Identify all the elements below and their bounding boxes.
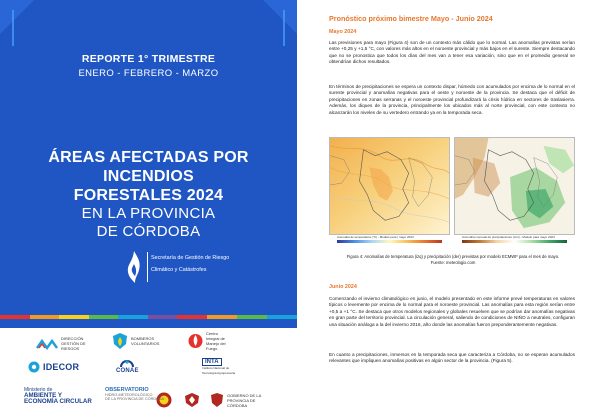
may-paragraph-2: En términos de precipitaciones se espera un contexto dispar, húmedo con acumulados por encima de lo normal en el sureste provincial y anomalías negativas para el oeste y noroeste de la provincia. Se destaca que el déficit de precipitaciones en zonas serranas y el noroeste provincial profundizará la crisis hídrica en sectores de traslasierra. Además, los diques de la provincia, principalmente los ubicados más al norte provincial, con este contexto no alcanzarán los niveles de su vertedero entrando ya en la temporada seca. — [329, 84, 575, 115]
title-line: FORESTALES 2024 — [73, 187, 224, 204]
logo-inta — [202, 358, 242, 376]
secretaria-name: Secretaría de Gestión de Riesgo — [151, 255, 230, 261]
stripe-segment — [177, 315, 207, 319]
may-title: Mayo 2024 — [329, 29, 357, 35]
precipitation-anomaly-map — [454, 137, 575, 235]
title-line: EN LA PROVINCIA — [81, 205, 216, 222]
bomberos-shield-icon — [112, 332, 128, 350]
conae-icon — [119, 358, 135, 368]
may-paragraph-1: Las previsiones para mayo (Figura 4) son de un contexto más cálido que lo normal. Las anomalías previstas serían entre +0,25 y +1,5 °C, con valores más altos en el noroeste provincial y más bajos en el sureste. Siempre destacando que no se pronostica que todos los días del mes van a tener esa variación, sino que en el promedio general se obtendrían dichos resultados. — [329, 40, 575, 65]
temperature-color-scale — [337, 240, 442, 243]
wave-icon — [36, 338, 58, 350]
logo-label: GOBIERNO DE LA PROVINCIA DE CÓRDOBA — [227, 392, 262, 408]
logo-label: CONAE — [116, 368, 139, 374]
title-line: ÁREAS AFECTADAS POR — [48, 149, 249, 166]
logo-bomberos — [112, 332, 160, 350]
gobierno-shield-icon — [210, 392, 224, 408]
cover-title — [0, 148, 297, 241]
logo-conae — [116, 358, 139, 374]
report-cover — [0, 0, 297, 420]
stripe-segment — [118, 315, 148, 319]
inta-badge: INTA — [202, 358, 222, 366]
report-months: ENERO - FEBRERO - MARZO — [78, 68, 219, 79]
logo-observatorio — [105, 387, 164, 401]
logo-gobierno — [210, 392, 271, 408]
june-title: Junio 2024 — [329, 284, 357, 290]
logo-label: DIRECCIÓN GESTIÓN DE RIESGOS — [61, 336, 86, 351]
stripe-segment — [267, 315, 297, 319]
fire-drop-icon — [188, 332, 203, 350]
title-line: DE CÓRDOBA — [96, 223, 201, 240]
stripe-segment — [148, 315, 177, 319]
report-label: REPORTE 1° TRIMESTRE — [81, 53, 216, 65]
forecast-maps — [329, 137, 575, 241]
corner-line — [283, 10, 285, 46]
observatorio-name: OBSERVATORIO — [105, 387, 149, 393]
stripe-segment — [0, 315, 30, 319]
logo-label: Instituto Nacional de Tecnología Agropecuaria — [202, 366, 236, 375]
june-paragraph-2: En cuanto a precipitaciones, inmersos en la temporada seca que caracteriza a Córdoba, no se esperan acumulados relevantes que impliquen anomalías positivas en algún sector de la provincia. (Figura 5). — [329, 352, 575, 364]
ministerio-prefix: Ministerio de — [24, 387, 53, 393]
stripe-segment — [30, 315, 59, 319]
temperature-anomaly-map — [329, 137, 450, 235]
precipitation-map-caption: Anomalía mensual de precipitaciones (mm) - Modelo para mayo 2024 — [462, 235, 555, 239]
logo-label: IDECOR — [43, 362, 80, 372]
escudo-icon — [184, 392, 200, 408]
logo-ministerio — [24, 387, 92, 406]
figure-caption: Figura 4: Anomalías de temperatura (izq) y precipitación (der) previstas por modelo ECMWF para el mes de mayo. Fuente: meteologix.com — [346, 254, 560, 265]
ministerio-name: ECONOMÍA CIRCULAR — [24, 398, 92, 406]
idecor-icon — [28, 361, 40, 373]
secretaria-logo — [125, 250, 275, 288]
section-title: Pronóstico próximo bimestre Mayo - Junio 2024 — [329, 14, 493, 23]
flame-icon — [125, 250, 143, 284]
logo-label: Centro Integral de Manejo del Fuego — [206, 331, 226, 351]
observatorio-sub: HIDRO-METEOROLÓGICO — [105, 393, 153, 397]
temperature-map-caption: Anomalía de temperatura (°C) - Modelo para | mayo 2024 — [337, 235, 414, 239]
stripe-segment — [59, 315, 89, 319]
logo-centro-manejo-fuego — [188, 331, 230, 351]
forecast-page — [303, 0, 600, 420]
stripe-segment — [237, 315, 267, 319]
stripe-segment — [89, 315, 118, 319]
partner-logos — [0, 328, 297, 420]
secretaria-subtitle: Climático y Catástrofes — [151, 267, 207, 273]
color-stripe — [0, 315, 297, 319]
logo-label: BOMBEROS VOLUNTARIOS — [131, 336, 160, 346]
corner-decoration — [0, 0, 34, 34]
logo-idecor — [28, 361, 79, 373]
stripe-segment — [207, 315, 237, 319]
title-line: INCENDIOS — [103, 168, 194, 185]
precipitation-color-scale — [462, 240, 567, 243]
corner-line — [12, 10, 14, 46]
corner-decoration — [263, 0, 297, 34]
observatorio-sub: DE LA PROVINCIA DE CÓRDOBA — [105, 397, 165, 401]
logo-direccion-gestion — [36, 336, 89, 351]
cover-banner — [0, 0, 297, 328]
logo-escudo-2 — [184, 392, 200, 408]
divider — [147, 252, 148, 282]
ministerio-name: AMBIENTE Y — [24, 392, 63, 400]
june-paragraph-1: Comenzando el invierno climatológico en junio, el modelo presentado en este informe prevé temperaturas en valores típicos o levemente por encima de lo normal para el noroeste provincial. Las anomalías para esta región serían entre +0,5 a +1 °C. Se destaca que otros modelos regionales y globales resuelven que se podrían dar anomalías negativas en gran parte del territorio provincial. La circulación general, saliendo de condiciones de NIÑO a neutrales, configuran una situación análoga a la del invierno 2016, año donde las anomalías fueron preponderantemente negativas. — [329, 296, 575, 327]
